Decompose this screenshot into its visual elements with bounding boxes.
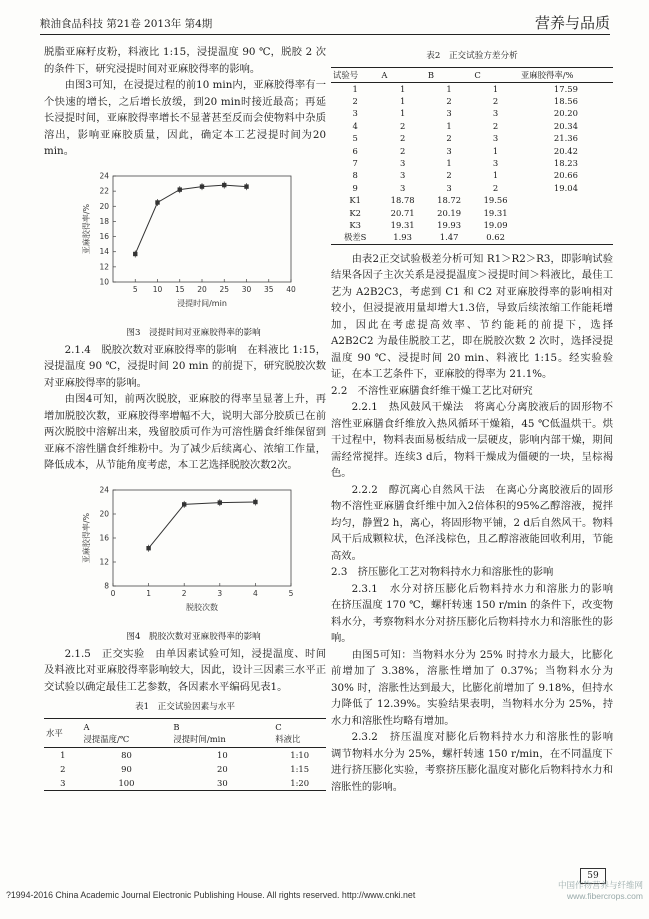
table-row (331, 157, 613, 169)
table-cell: 6 (352, 145, 358, 156)
data-point (253, 499, 257, 503)
plot-frame (113, 490, 291, 586)
paragraph: 2.3.1 水分对挤压膨化后物料持水力和溶胀力的影响 在挤压温度 170 ℃，螺杆转速 150 r/min 的条件下，改变物料水分，考察物料水分对挤压膨化后物料持水力和溶胀性的影响。 (331, 582, 624, 645)
data-point (155, 200, 159, 204)
table-cell: 1:20 (290, 777, 310, 788)
table-cell: 3 (492, 108, 499, 119)
table-cell: 极差S (343, 232, 367, 243)
y-tick-label: 12 (99, 557, 109, 566)
table-row (331, 120, 613, 132)
x-tick-label: 35 (263, 284, 274, 294)
table-cell: 17.59 (553, 83, 578, 94)
table-cell: 18.56 (553, 95, 578, 106)
x-tick-label: 15 (174, 284, 185, 294)
table-cell: 1 (399, 95, 406, 106)
table-cell: 1.93 (393, 232, 412, 243)
table-cell: 1 (399, 108, 406, 119)
table-row (331, 95, 613, 107)
section-heading: 2.1.5 正交实验 由单因素试验可知，浸提温度、时间及料液比对亚麻胶得率影响较大，因此，设计三因素三水平正交试验以确定最佳工艺参数，各因素水平编码见表1。 (44, 647, 326, 693)
page-number: 59 (580, 868, 606, 884)
paragraph: 由图4可知，前两次脱胶，亚麻胶的得率呈显著上升，再增加脱胶次数，亚麻胶得率增幅不大，说明大部分胶质已在前两次脱胶中溶解出来，残留胶质可作为可溶性膳食纤维保留到亚麻不溶性膳食纤维粉中。为了减少后续离心、浓缩工作量，降低成本，从节能角度考虑，本工艺选择脱胶次数2次。 (44, 393, 326, 471)
table-header-cell: B 浸提时间/min (171, 718, 273, 747)
table-cell: 1:10 (290, 749, 310, 760)
table-cell: 20.42 (553, 145, 578, 156)
table-cell: 20.34 (553, 120, 578, 131)
y-tick-label: 10 (99, 277, 109, 286)
table-row (331, 169, 613, 181)
copyright-footer: ?1994-2016 China Academic Journal Electronic Publishing House. All rights reserved. http://www.cnki.net (6, 890, 416, 900)
table-cell: 30 (217, 777, 228, 788)
watermark (558, 880, 643, 902)
table-cell: 1 (446, 83, 452, 94)
table-cell: 1 (446, 157, 452, 168)
figure-4 (44, 480, 326, 626)
journal-info: 粮油食品科技 第21卷 2013年 第4期 (40, 18, 213, 30)
paragraph: 脱脂亚麻籽皮粉，料液比 1:15，浸提温度 90 ℃，脱胶 2 次的条件下，研究浸提时间对亚麻胶得率的影响。 (44, 46, 326, 75)
table-cell: K3 (349, 219, 361, 230)
table-cell: 2 (399, 120, 406, 131)
table-row (331, 207, 613, 219)
table-cell: 1 (60, 749, 66, 760)
table-cell: 4 (352, 120, 358, 131)
x-tick-label: 5 (132, 284, 138, 294)
table-caption: 表2 正交试验方差分析 (426, 51, 518, 61)
table-row (44, 776, 326, 791)
table-cell: 20.66 (553, 170, 578, 181)
y-tick-label: 18 (99, 216, 109, 226)
table-cell: 19.56 (483, 195, 508, 206)
table-cell: 2 (492, 182, 499, 193)
paragraph: 由图3可知，在浸提过程的前10 min内，亚麻胶得率有一个快速的增长，之后增长放缓，到20 min时接近最高；再延长浸提时间，亚麻胶得率增长不显著甚至反而会使物料中杂质溶出，影响亚麻胶质量，因此，确定本工艺浸提时间为20 min。 (44, 79, 326, 157)
table-cell (519, 207, 613, 219)
table-cell: 5 (352, 133, 358, 144)
y-tick-label: 12 (99, 261, 109, 271)
table-cell: 19.04 (553, 182, 578, 193)
y-axis-label: 亚麻胶得率/% (82, 512, 91, 563)
x-tick-label: 1 (146, 588, 151, 598)
table-cell: 90 (121, 763, 132, 774)
table-orthogonal-analysis (331, 67, 613, 245)
table-cell: K1 (349, 195, 361, 206)
table-cell (519, 231, 613, 244)
table-cell: 2 (446, 95, 452, 106)
table-cell: 20.71 (390, 207, 415, 218)
table-cell: 3 (60, 777, 66, 788)
table-cell: 2 (352, 95, 358, 106)
y-tick-label: 24 (99, 171, 109, 180)
table-cell: 20.20 (553, 108, 578, 119)
table-cell (519, 194, 613, 206)
plot-frame (113, 176, 291, 282)
y-tick-label: 22 (99, 186, 109, 196)
section-heading: 2.3 挤压膨化工艺对物料持水力和溶胀性的影响 (331, 566, 554, 579)
section-heading: 2.1.4 脱胶次数对亚麻胶得率的影响 在料液比 1:15，浸提温度 90 ℃，浸提时间 20 min 的前提下，研究脱胶次数对亚麻胶得率的影响。 (44, 343, 326, 389)
table-cell: 2 (60, 763, 66, 774)
table-cell: 2 (492, 95, 499, 106)
table-header-cell: A (379, 67, 425, 82)
paragraph: 2.2.1 热风鼓风干燥法 将离心分离胶液后的固形物不溶性亚麻膳食纤维放入热风循环干燥箱，45 ℃低温烘干。烘干过程中，物料表面易板结成一层硬皮，影响内部干燥，期间需经常搅拌。连续3 d后，物料干燥成为僵硬的一块，呈棕褐色。 (331, 401, 613, 480)
data-point (218, 500, 222, 504)
left-column (44, 44, 326, 791)
table-cell: K2 (349, 207, 361, 218)
table-cell: 0.62 (486, 232, 505, 243)
x-tick-label: 3 (217, 588, 223, 598)
x-axis-label: 浸提时间/min (177, 298, 227, 308)
paragraph: 2.3.2 挤压温度对膨化后物料持水力和溶胀性的影响 调节物料水分为 25%，螺杆转速 150 r/min，在不同温度下进行挤压膨化实验，考察挤压膨化温度对膨化后物料持水力和溶胀性的影响。 (331, 731, 624, 793)
table-cell: 3 (399, 170, 406, 181)
table-row (331, 145, 613, 157)
table-row (331, 107, 613, 119)
table-cell: 3 (352, 108, 358, 119)
table-header-cell: A 浸提温度/℃ (82, 718, 172, 747)
table-row (44, 747, 326, 762)
y-axis-label: 亚麻胶得率/% (82, 203, 91, 254)
table-header-cell: 亚麻胶得率/% (519, 67, 613, 82)
page-header (40, 10, 610, 35)
data-point (222, 182, 226, 186)
y-tick-label: 20 (99, 201, 109, 211)
table-row (44, 762, 326, 776)
table-cell: 19.93 (437, 219, 462, 230)
table-cell: 18.23 (553, 157, 578, 168)
table-cell: 2 (446, 133, 452, 144)
x-tick-label: 25 (219, 284, 230, 294)
table-cell: 10 (217, 749, 228, 760)
data-point (133, 251, 137, 255)
table-row (331, 219, 613, 231)
table-cell: 19.09 (483, 219, 508, 230)
table-caption: 表1 正交试验因素与水平 (135, 702, 235, 712)
x-tick-label: 4 (253, 588, 258, 598)
table-cell: 19.31 (390, 219, 415, 230)
figure-caption: 图3 浸提时间对亚麻胶得率的影响 (126, 328, 261, 338)
table-row (331, 194, 613, 206)
x-tick-label: 40 (286, 284, 296, 294)
table-cell: 1 (352, 83, 358, 94)
table-cell: 2 (399, 145, 406, 156)
table-cell: 1 (399, 83, 406, 94)
x-tick-label: 2 (181, 588, 187, 598)
table-cell: 80 (121, 749, 132, 760)
table-cell: 3 (446, 145, 452, 156)
y-tick-label: 8 (104, 581, 109, 590)
table-header-cell: 水平 (44, 718, 82, 747)
x-tick-label: 5 (288, 588, 294, 598)
table-cell: 1 (492, 83, 499, 94)
table-cell: 2 (399, 133, 406, 144)
data-point (178, 187, 182, 191)
series-line (149, 502, 256, 548)
y-tick-label: 24 (99, 485, 109, 494)
table-header-cell: 试验号 (331, 67, 379, 82)
y-tick-label: 16 (99, 231, 109, 241)
chart-extraction-time (65, 166, 305, 316)
table-cell: 3 (492, 133, 499, 144)
table-cell: 2 (446, 170, 452, 181)
table-header-cell: C (472, 67, 518, 82)
table-cell: 1.47 (439, 232, 459, 243)
x-tick-label: 0 (110, 588, 116, 598)
x-tick-label: 30 (241, 284, 252, 294)
table-row (331, 82, 613, 95)
table-cell: 100 (118, 777, 135, 788)
table-cell: 1 (492, 145, 499, 156)
y-tick-label: 16 (99, 533, 109, 542)
table-cell: 7 (352, 157, 358, 168)
table-row (331, 231, 613, 244)
right-column (331, 44, 624, 795)
table-cell: 19.31 (483, 207, 508, 218)
table-cell: 3 (399, 157, 406, 168)
chart-degumming-times (65, 480, 305, 620)
table-cell: 18.78 (390, 195, 415, 206)
watermark-text: 中国作物营养与纤维网 www.fibercrops.com (557, 880, 643, 901)
table-cell: 3 (446, 182, 452, 193)
data-point (182, 502, 186, 506)
table-cell (519, 219, 613, 231)
series-line (135, 185, 246, 254)
table-cell: 3 (446, 108, 452, 119)
figure-caption: 图4 脱胶次数对亚麻胶得率的影响 (126, 632, 261, 642)
table-cell: 8 (352, 170, 358, 181)
y-tick-label: 14 (99, 246, 109, 256)
table-cell: 18.72 (437, 195, 462, 206)
paragraph: 由图5可知：当物料水分为 25% 时持水力最大，比膨化前增加了 3.38%，溶胀性增加了 0.37%；当物料水分为 30% 时，溶胀性达到最大，比膨化前增加了 9.18%，但持水力降低了 12.39%。实验结果表明，当物料水分为 25%，持水力和溶胀性均略有增加。 (331, 648, 613, 727)
data-point (244, 184, 248, 188)
y-tick-label: 20 (99, 509, 109, 518)
table-cell: 1 (492, 170, 499, 181)
figure-3 (44, 166, 326, 322)
table-cell: 20.19 (437, 207, 462, 218)
data-point (146, 546, 150, 550)
section-heading: 2.2 不溶性亚麻膳食纤维干燥工艺比对研究 (331, 384, 533, 397)
table-header-cell: C 料液比 (273, 718, 326, 747)
table-cell: 21.36 (553, 133, 578, 144)
data-point (200, 184, 204, 188)
table-cell: 1:15 (290, 763, 310, 774)
table-factors-levels (44, 718, 326, 791)
table-row (331, 132, 613, 144)
table-header-cell: B (426, 67, 472, 82)
table-cell: 9 (352, 182, 358, 193)
paragraph: 2.2.2 醇沉离心自然风干法 在离心分离胶液后的固形物不溶性亚麻膳食纤维中加入2倍体积的95%乙醇溶液，搅拌均匀，静置2 h，离心，将固形物平铺，2 d后自然风干。物料风干后成颗粒状，色泽浅棕色，且乙醇溶液能回收利用，节能高效。 (331, 483, 613, 562)
x-axis-label: 脱胶次数 (186, 602, 218, 612)
table-cell: 20 (217, 763, 228, 774)
x-tick-label: 10 (152, 284, 163, 294)
paragraph: 由表2正交试验极差分析可知 R1＞R2＞R3，即影响试验结果各因子主次关系是浸提温度＞浸提时间＞料液比，最佳工艺为 A2B2C3，考虑到 C1 和 C2 对亚麻胶得率的影响相对较小，但浸提液用量却增大1.3倍，导致后续浓缩工作能耗增加，因此在考虑提高效率、节约能耗的前提下，选择 A2B2C2 为最佳脱胶工艺，即在脱胶次数 2 次时，选择浸提温度 90 ℃、浸提时间 20 min、料液比 1:15。经实验验证，在本工艺条件下，亚麻胶的得率为 21.1%。 (331, 252, 613, 381)
table-cell: 2 (492, 120, 499, 131)
table-row (331, 182, 613, 194)
table-cell: 3 (492, 157, 499, 168)
section-title: 营养与品质 (534, 14, 610, 32)
table-cell: 3 (399, 182, 406, 193)
x-tick-label: 20 (197, 284, 207, 294)
table-cell: 1 (446, 120, 452, 131)
